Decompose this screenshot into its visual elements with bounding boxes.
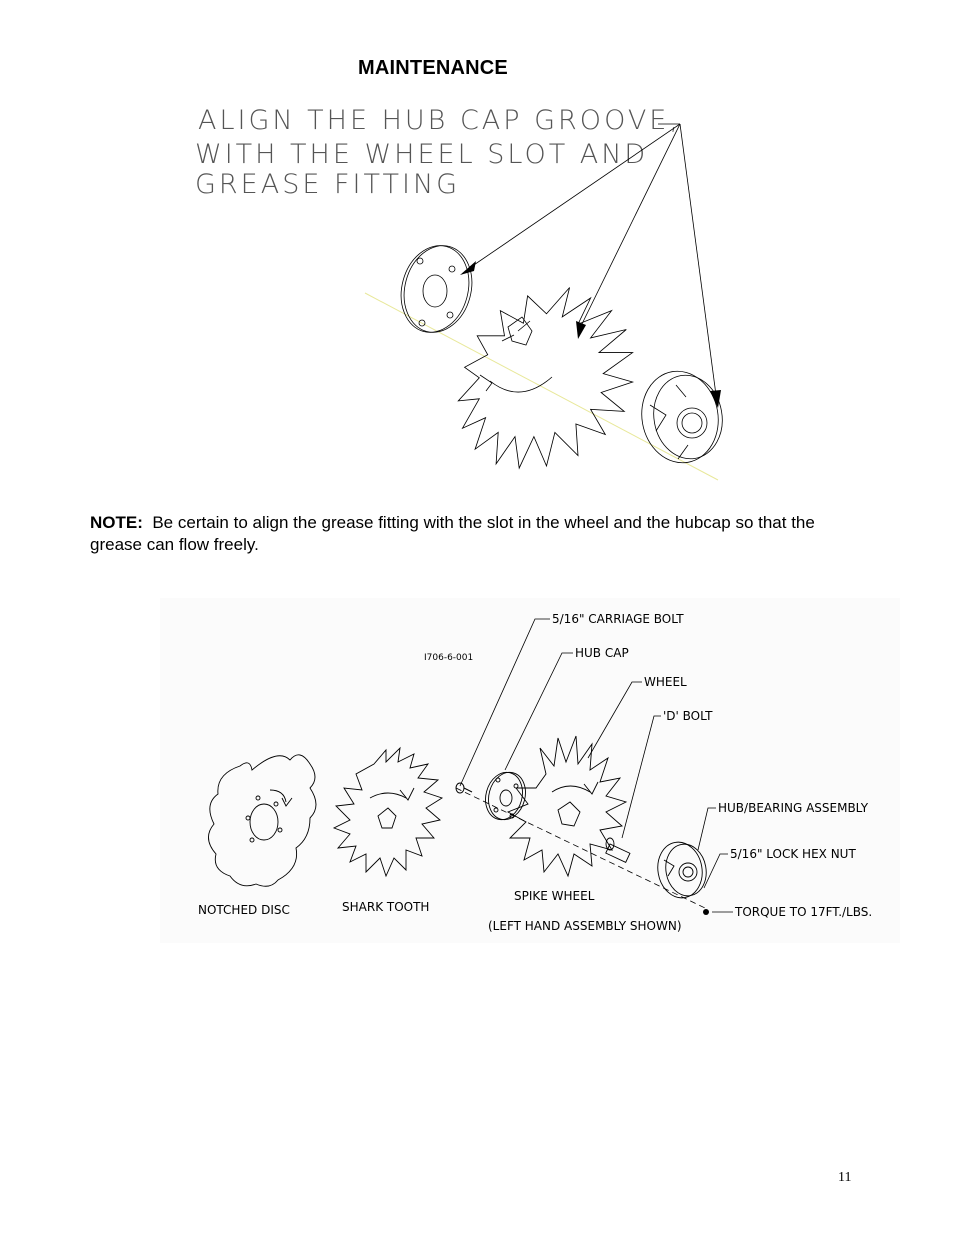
page-title: MAINTENANCE xyxy=(358,57,508,79)
hub-alignment-diagram xyxy=(180,95,740,500)
hub-cap-part-drawing xyxy=(480,768,530,824)
lock-nut-drawing xyxy=(703,909,709,915)
carriage-bolt-drawing xyxy=(456,783,472,793)
callout-line-3: GREASE FITTING xyxy=(195,169,461,200)
leader-arrowheads xyxy=(460,261,721,408)
callout-hub-bearing: HUB/BEARING ASSEMBLY xyxy=(718,801,869,815)
label-assembly-note: (LEFT HAND ASSEMBLY SHOWN) xyxy=(488,919,682,933)
d-bolt-drawing xyxy=(606,838,630,862)
callout-wheel: WHEEL xyxy=(644,675,687,689)
notched-disc-drawing xyxy=(208,755,316,886)
spike-wheel-drawing xyxy=(508,736,626,876)
callout-d-bolt: 'D' BOLT xyxy=(663,709,713,723)
wheel-drawing xyxy=(458,288,632,469)
axle-centerline xyxy=(365,293,718,480)
label-spike-wheel: SPIKE WHEEL xyxy=(514,889,595,903)
label-notched-disc: NOTCHED DISC xyxy=(198,903,290,917)
callout-lock-nut: 5/16" LOCK HEX NUT xyxy=(730,847,856,861)
callout-torque: TORQUE TO 17FT./LBS. xyxy=(735,905,873,919)
note-paragraph xyxy=(90,512,850,556)
callout-hub-cap: HUB CAP xyxy=(575,646,629,660)
page-number: 11 xyxy=(838,1170,852,1185)
callout-line-2: WITH THE WHEEL SLOT AND xyxy=(195,139,649,170)
shark-tooth-drawing xyxy=(334,748,442,876)
callout-carriage-bolt: 5/16" CARRIAGE BOLT xyxy=(552,612,684,626)
hub-bearing-part-drawing xyxy=(653,839,710,902)
callout-line-1: ALIGN THE HUB CAP GROOVE, xyxy=(198,105,681,136)
hub-cap-drawing xyxy=(392,238,482,340)
note-label: NOTE: xyxy=(90,513,143,532)
drawing-number: I706-6-001 xyxy=(424,653,474,663)
label-shark-tooth: SHARK TOOTH xyxy=(342,900,430,914)
note-text: Be certain to align the grease fitting with the slot in the wheel and the hubcap so that the grease can flow freely. xyxy=(90,513,815,554)
wheel-assembly-diagram xyxy=(160,598,900,943)
hub-bearing-drawing xyxy=(635,365,729,469)
